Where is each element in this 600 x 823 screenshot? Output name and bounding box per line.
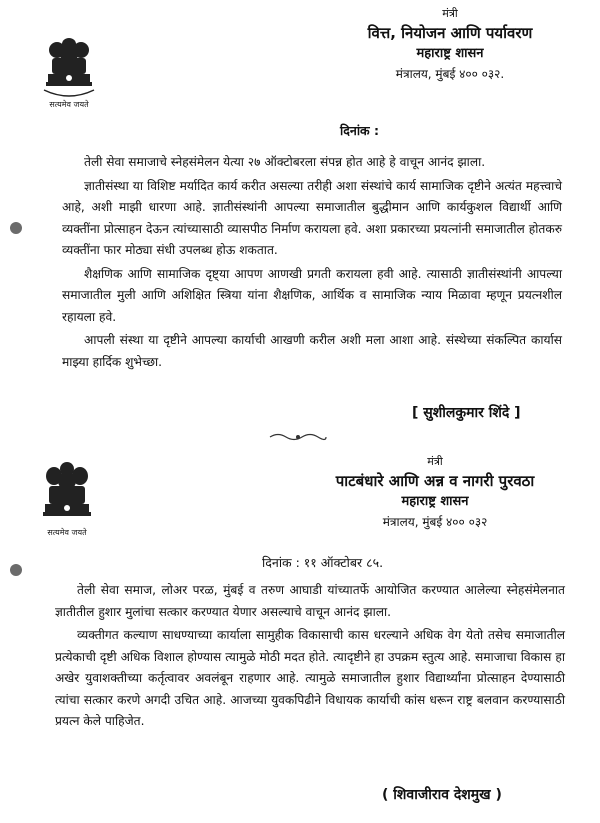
ashoka-lion-capital-icon xyxy=(38,460,96,526)
signature: [ सुशीलकुमार शिंदे ] xyxy=(412,405,521,421)
designation: मंत्री xyxy=(442,7,458,20)
state-emblem xyxy=(38,460,96,538)
letter-body xyxy=(62,152,562,375)
letter-shivajirao-deshmukh xyxy=(0,430,600,823)
paragraph: तेली सेवा समाजाचे स्नेहसंमेलन येत्या २७ ऑक्टोबरला संपन्न होत आहे हे वाचून आनंद झाला. xyxy=(84,155,486,169)
ministry-name: वित्त, नियोजन आणि पर्यावरण xyxy=(367,24,533,42)
letter-body xyxy=(55,580,565,735)
signature: ( शिवाजीराव देशमुख ) xyxy=(382,787,502,803)
date-line: दिनांक : xyxy=(340,123,380,138)
paragraph: शैक्षणिक आणि सामाजिक दृष्ट्या आपण आणखी प्रगती करायला हवी आहे. त्यासाठी ज्ञातीसंस्थांनी आपल्या समाजातील मुली आणि अशिक्षित स्त्रिया यांना शैक्षणिक, आर्थिक व सामाजिक न्याय मिळावा म्हणून प्रयत्नशील रहायला हवे. xyxy=(62,266,562,324)
ashoka-lion-capital-icon xyxy=(40,36,98,98)
emblem-motto: सत्यमेव जयते xyxy=(49,100,89,109)
letterhead xyxy=(330,6,570,84)
punch-hole xyxy=(10,222,22,234)
designation: मंत्री xyxy=(427,455,443,468)
state-emblem xyxy=(40,36,98,110)
letterhead xyxy=(300,454,570,532)
punch-hole xyxy=(10,564,22,576)
emblem-motto: सत्यमेव जयते xyxy=(47,528,87,537)
paragraph: आपली संस्था या दृष्टीने आपल्या कार्याची आखणी करील अशी मला आशा आहे. संस्थेच्या संकल्पित कार्यास माझ्या हार्दिक शुभेच्छा. xyxy=(62,333,562,369)
date-line: दिनांक : ११ ऑक्टोबर ८५. xyxy=(262,555,384,570)
address: मंत्रालय, मुंबई ४०० ०३२ xyxy=(382,515,488,529)
paragraph: ज्ञातीसंस्था या विशिष्ट मर्यादित कार्य करीत असल्या तरीही अशा संस्थांचे कार्य सामाजिक दृष्टीने अत्यंत महत्त्वाचे आहे, अशी माझी धारणा आहे. ज्ञातीसंस्थांनी आपल्या समाजातील बुद्धीमान आणि कार्यकुशल विद्यार्थी आणि व्यक्तींना प्रोत्साहन देऊन त्यांच्यासाठी व्यासपीठ निर्माण करायला हवे. अशा प्रकारच्या प्रयत्नांनी समाजातील होतकरु व्यक्तींना फार मोठ्या संधी उपलब्ध होऊ शकतात. xyxy=(62,178,562,257)
government-name: महाराष्ट्र शासन xyxy=(416,46,484,61)
paragraph: व्यक्तीगत कल्याण साधण्याच्या कार्याला सामुहीक विकासाची कास धरल्याने अधिक वेग येतो तसेच समाजातील प्रत्येकाची दृष्टी अधिक विशाल होण्यास त्यामुळे मोठी मदत होते. त्यादृष्टीने हा उपक्रम स्तुत्य आहे. समाजाचा विकास हा अखेर युवाशक्तीच्या कर्तृत्वावर अवलंबून राहणार आहे. त्यामुळे समाजातील हुशार विद्यार्थ्यांना प्रोत्साहन देण्यासाठी त्यांचा सत्कार करणे अगदी उचित आहे. आजच्या युवकपिढीने विधायक कार्याची कांस धरून राष्ट्र बलवान करण्यासाठी प्रयत्न केले पाहिजेत. xyxy=(55,628,565,728)
paragraph: तेली सेवा समाज, लोअर परळ, मुंबई व तरुण आघाडी यांच्यातर्फे आयोजित करण्यात आलेल्या स्नेहसंमेलनात ज्ञातीतील हुशार मुलांचा सत्कार करण्यात येणार असल्याचे वाचून आनंद झाला. xyxy=(55,583,565,619)
ministry-name: पाटबंधारे आणि अन्न व नागरी पुरवठा xyxy=(335,472,535,490)
divider-ornament-icon xyxy=(268,432,328,442)
address: मंत्रालय, मुंबई ४०० ०३२. xyxy=(395,67,505,81)
government-name: महाराष्ट्र शासन xyxy=(401,494,469,509)
